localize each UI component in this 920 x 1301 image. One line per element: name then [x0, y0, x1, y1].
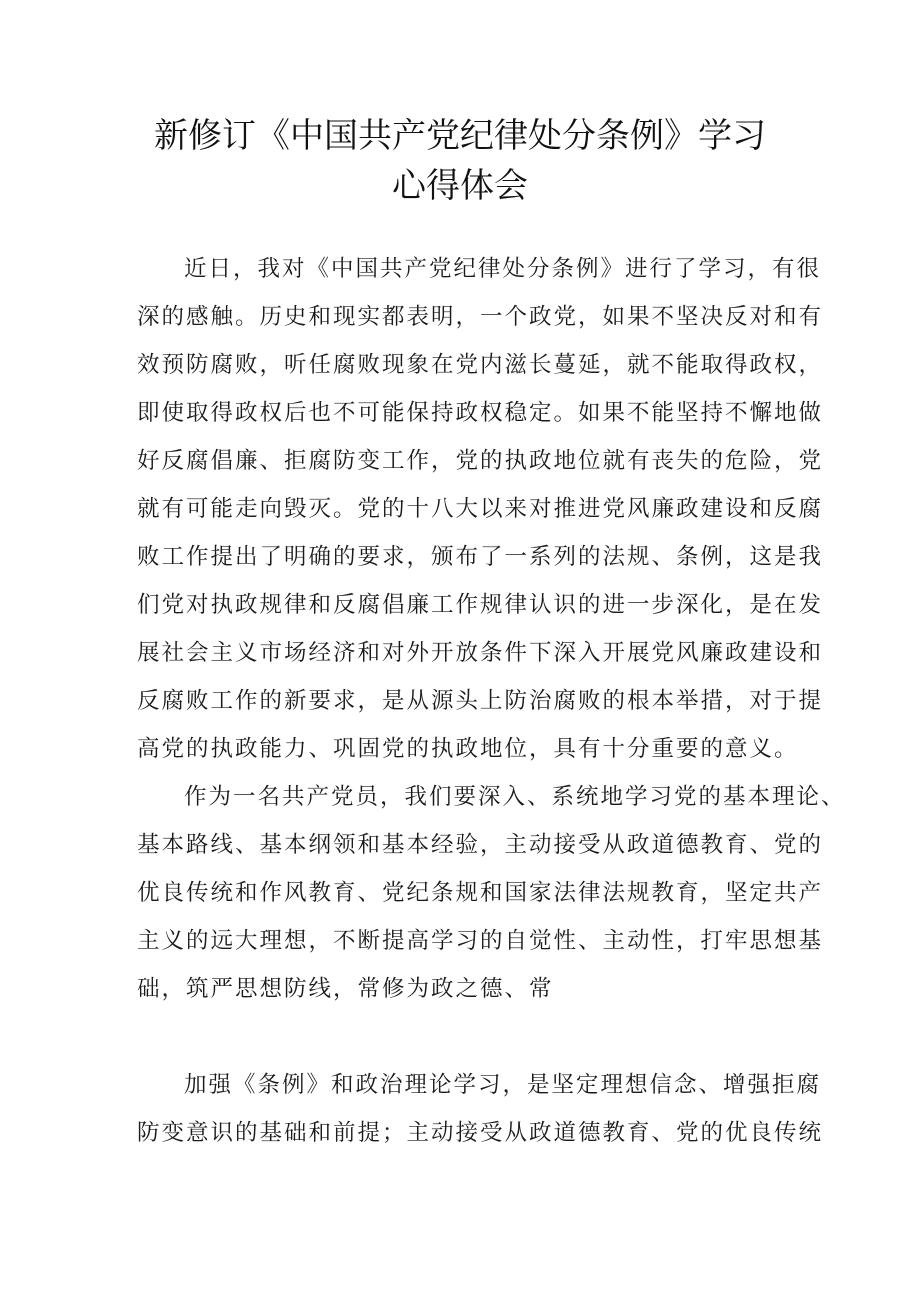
body-text-line: 深的感触。历史和现实都表明，一个政党，如果不坚决反对和有	[137, 304, 824, 330]
document-title-line-1: 新修订《中国共产党纪律处分条例》学习	[154, 116, 766, 156]
body-text-line: 加强《条例》和政治理论学习，是坚定理想信念、增强拒腐	[184, 1072, 822, 1098]
body-text-line: 即使取得政权后也不可能保持政权稳定。如果不能坚持不懈地做	[137, 400, 824, 426]
body-text-line: 作为一名共产党员，我们要深入、系统地学习党的基本理论、	[184, 784, 846, 810]
body-text-line: 展社会主义市场经济和对外开放条件下深入开展党风廉政建设和	[137, 640, 824, 666]
document-title-line-2: 心得体会	[392, 166, 528, 206]
body-text-line: 优良传统和作风教育、党纪条规和国家法律法规教育，坚定共产	[137, 880, 824, 906]
body-text-line: 们党对执政规律和反腐倡廉工作规律认识的进一步深化，是在发	[137, 592, 824, 618]
body-text-line: 防变意识的基础和前提；主动接受从政道德教育、党的优良传统	[137, 1120, 824, 1146]
body-text-line: 主义的远大理想，不断提高学习的自觉性、主动性，打牢思想基	[137, 928, 824, 954]
body-text-line: 就有可能走向毁灭。党的十八大以来对推进党风廉政建设和反腐	[137, 496, 824, 522]
body-text-line: 基本路线、基本纲领和基本经验，主动接受从政道德教育、党的	[137, 832, 824, 858]
body-text-line: 效预防腐败，听任腐败现象在党内滋长蔓延，就不能取得政权，	[137, 352, 824, 378]
body-text-line: 反腐败工作的新要求，是从源头上防治腐败的根本举措，对于提	[137, 688, 824, 714]
body-text-line: 础，筑严思想防线，常修为政之德、常	[137, 976, 554, 1002]
body-text-line: 近日，我对《中国共产党纪律处分条例》进行了学习，有很	[184, 256, 822, 282]
body-text-line: 好反腐倡廉、拒腐防变工作，党的执政地位就有丧失的危险，党	[137, 448, 824, 474]
body-text-line: 高党的执政能力、巩固党的执政地位，具有十分重要的意义。	[137, 736, 799, 762]
body-text-line: 败工作提出了明确的要求，颁布了一系列的法规、条例，这是我	[137, 544, 824, 570]
